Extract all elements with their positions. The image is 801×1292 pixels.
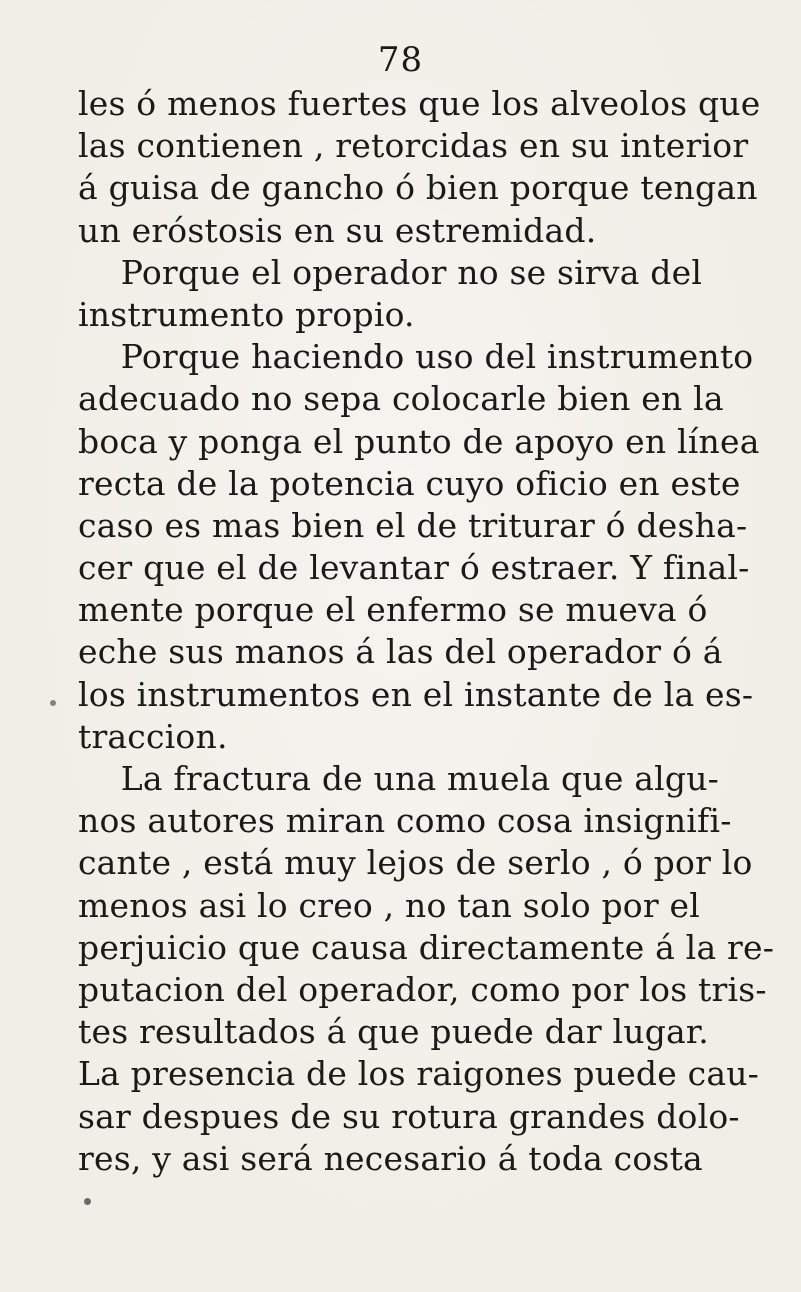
text-line: Porque el operador no se sirva del [78,252,703,292]
text-line: menos asi lo creo , no tan solo por el [78,885,700,925]
text-line: Porque haciendo uso del instrumento [78,337,754,377]
text-line: res, y asi será necesario á toda costa [78,1138,703,1178]
text-line: La presencia de los raigones puede cau- [78,1054,760,1094]
body-text [78,83,798,1180]
text-line: nos autores miran como cosa insignifi- [78,801,732,841]
text-line: mente porque el enfermo se mueva ó [78,590,708,630]
text-line: instrumento propio. [78,294,415,334]
text-line: les ó menos fuertes que los alveolos que [78,84,761,123]
text-line: los instrumentos en el instante de la es- [78,674,754,714]
text-line: boca y ponga el punto de apoyo en línea [78,421,760,461]
text-line: tes resultados á que puede dar lugar. [78,1012,709,1052]
ink-speck [50,700,56,706]
text-line: traccion. [78,716,228,756]
text-line: cante , está muy lejos de serlo , ó por lo [78,843,753,883]
text-line: perjuicio que causa directamente á la re- [78,927,775,967]
text-line: cer que el de levantar ó estraer. Y final- [78,548,750,588]
text-line: La fractura de una muela que algu- [78,759,719,798]
text-line: eche sus manos á las del operador ó á [78,632,723,672]
text-line: sar despues de su rotura grandes dolo- [78,1096,740,1136]
text-line: un eróstosis en su estremidad. [78,210,597,250]
text-line: putacion del operador, como por los tris- [78,969,767,1009]
text-line: las contienen , retorcidas en su interior [78,126,749,166]
ink-speck [84,1198,91,1205]
text-line: caso es mas bien el de triturar ó desha- [78,505,748,545]
page-number: 78 [377,40,424,80]
text-line: adecuado no sepa colocarle bien en la [78,379,724,419]
text-line: á guisa de gancho ó bien porque tengan [78,168,758,208]
text-line: recta de la potencia cuyo oficio en este [78,463,741,503]
